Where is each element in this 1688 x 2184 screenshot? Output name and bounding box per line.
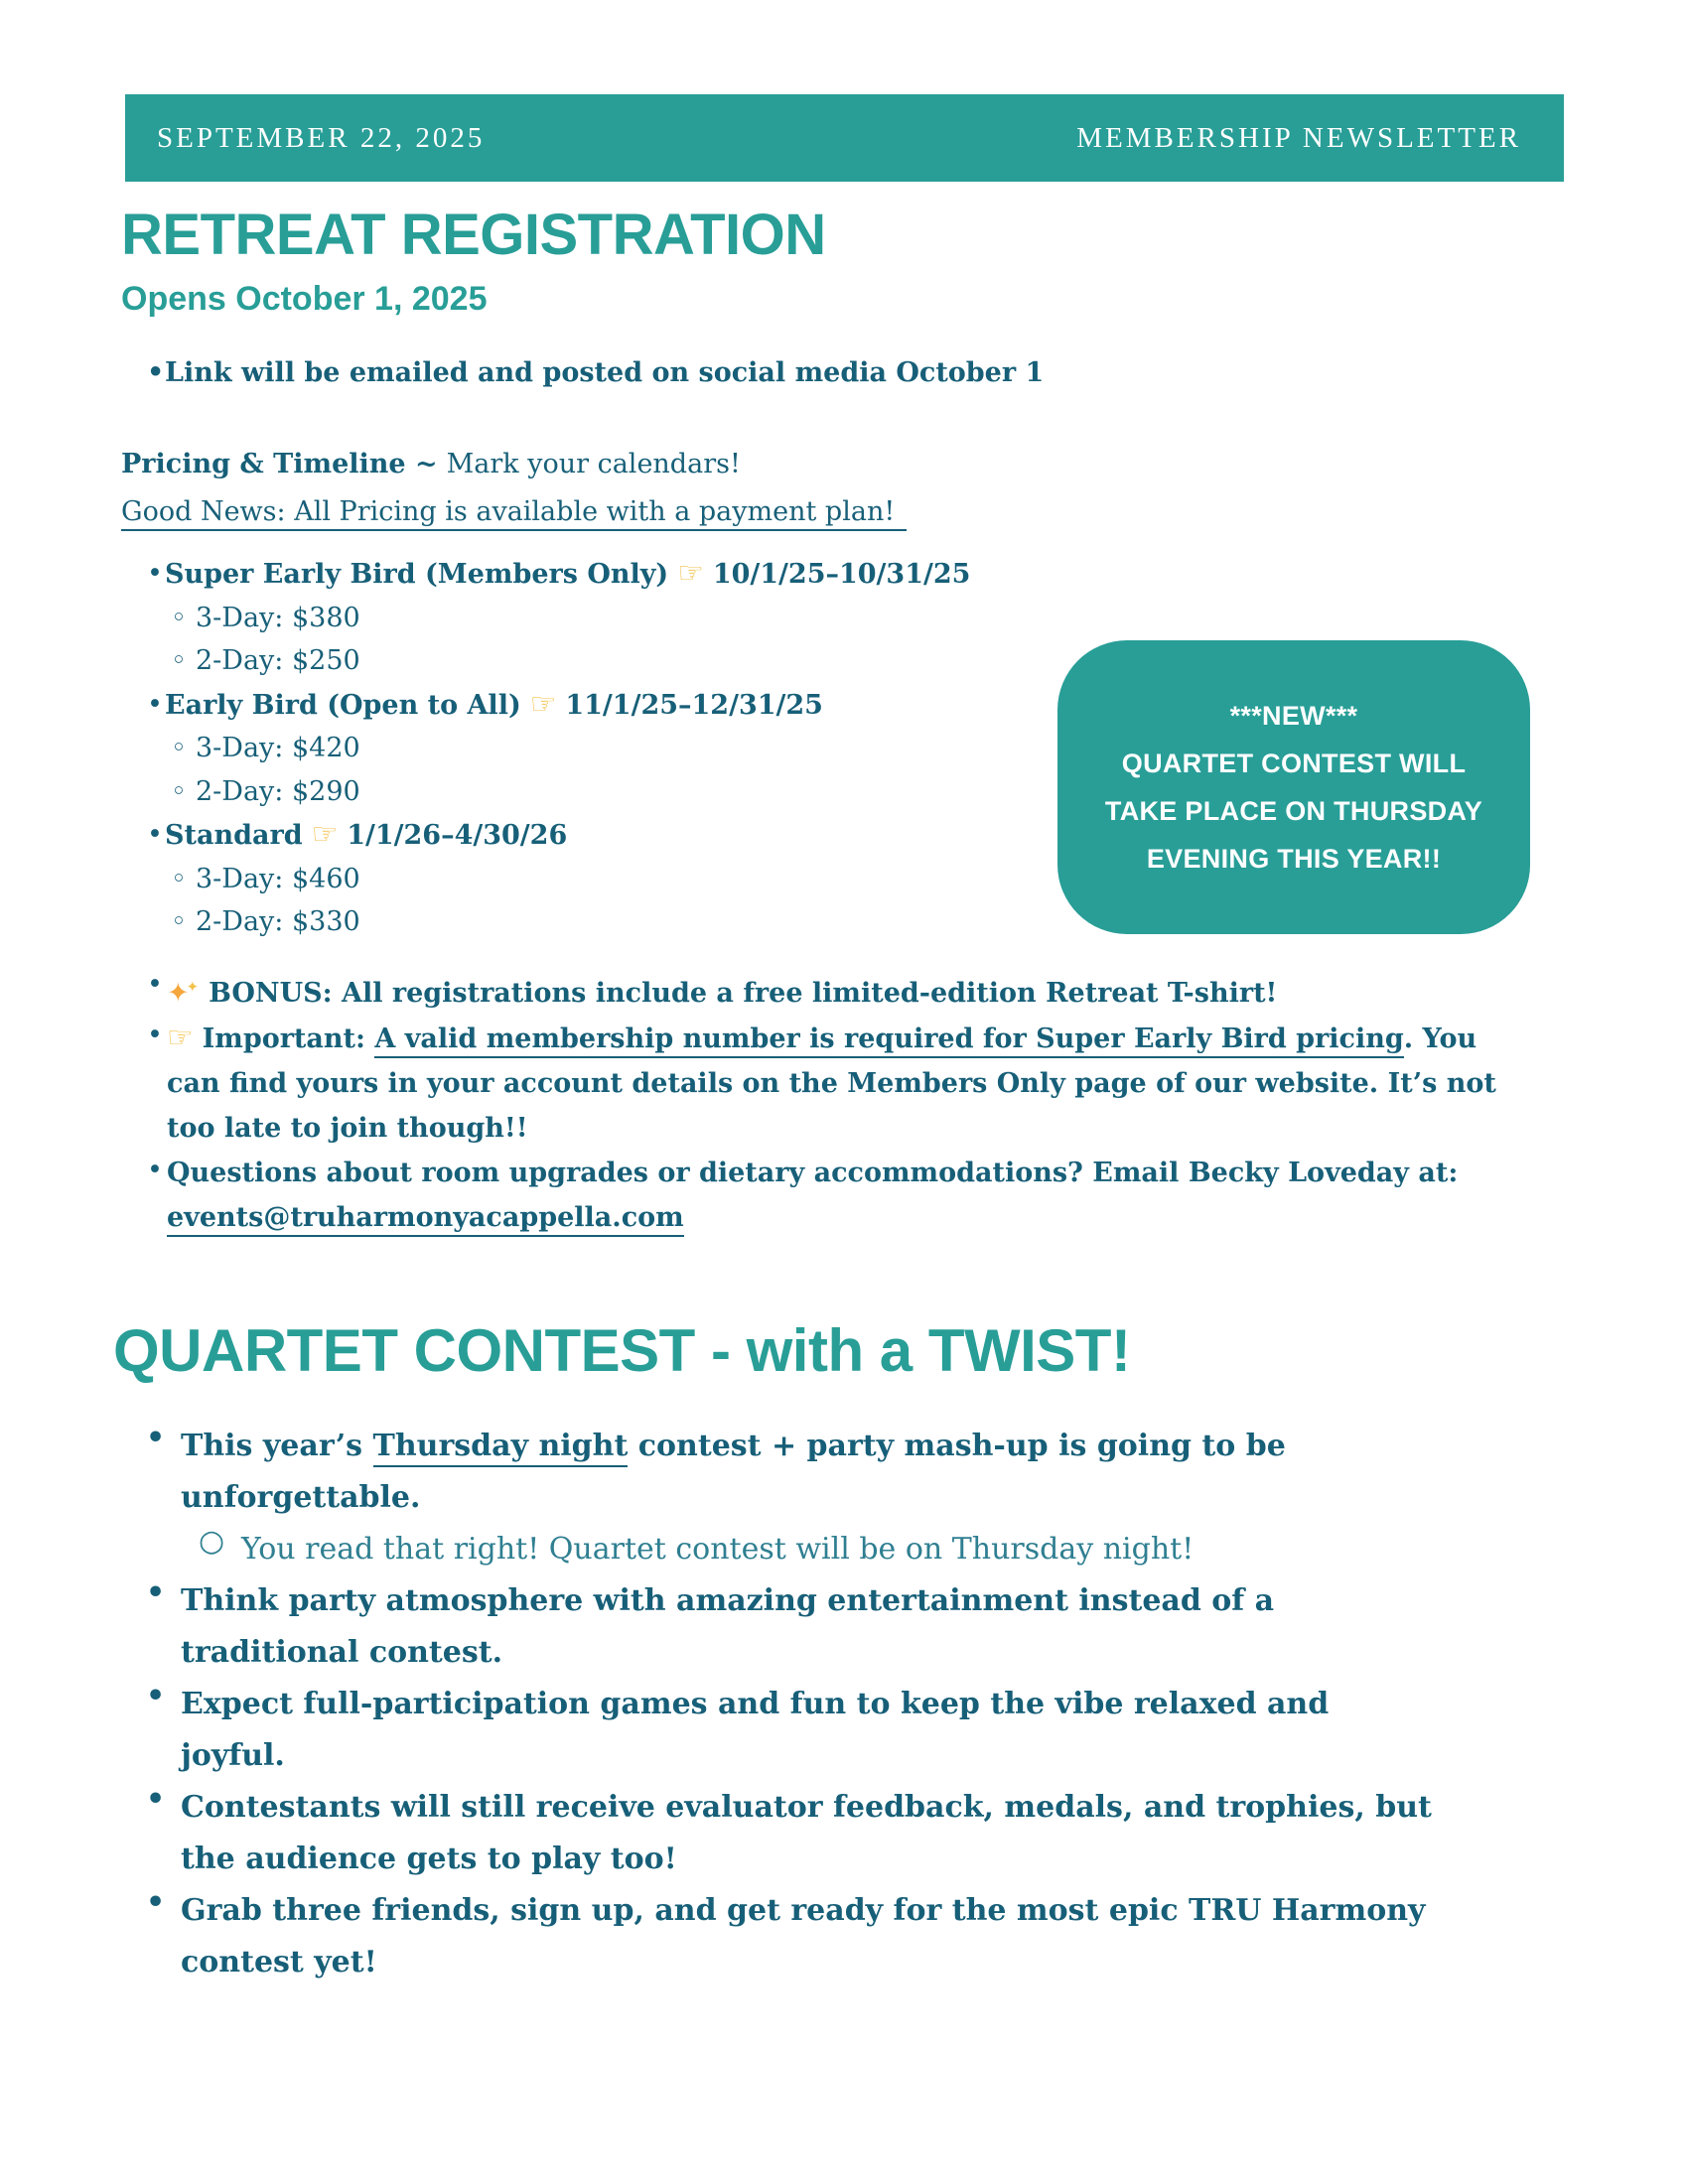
callout-line: QUARTET CONTEST WILL xyxy=(1121,749,1467,778)
thursday-mashup-bullet xyxy=(146,1421,1432,1524)
tier-dates: 1/1/26–4/30/26 xyxy=(347,820,568,851)
tier-option-price: 2-Day: $290 xyxy=(196,775,360,807)
pricing-timeline-label: Pricing & Timeline ~ xyxy=(121,449,438,479)
pricing-tier-list xyxy=(147,552,970,944)
tier-early-bird xyxy=(147,683,970,728)
bullet-dot-icon: • xyxy=(146,1885,166,1920)
important-text: . You xyxy=(1403,1024,1477,1054)
tier-option xyxy=(171,900,970,944)
subbullet-text: You read that right! Quartet contest will be on Thursday night! xyxy=(241,1532,1195,1567)
pricing-timeline-heading xyxy=(121,445,741,484)
tier-option xyxy=(171,597,970,640)
newsletter-top-bar xyxy=(125,94,1564,182)
quartet-contest-heading: QUARTET CONTEST - with a TWIST! xyxy=(113,1317,1131,1384)
issue-date: SEPTEMBER 22, 2025 xyxy=(157,121,486,154)
tier-name: Early Bird (Open to All) xyxy=(165,689,521,721)
bullet-dot-icon: • xyxy=(147,1020,163,1050)
bullet-text-line: joyful. xyxy=(181,1738,285,1773)
registration-link-bullet xyxy=(147,353,1044,393)
bullet-circle-icon: ◦ xyxy=(171,602,187,633)
bullet-dot-icon: • xyxy=(147,357,165,388)
pointing-hand-icon: ☞ xyxy=(529,686,557,722)
bullet-dot-icon: • xyxy=(147,819,163,850)
feedback-medals-bullet xyxy=(146,1782,1432,1885)
membership-number-underlined-text: A valid membership number is required for Super Early Bird pricing xyxy=(374,1024,1403,1058)
games-and-fun-bullet xyxy=(146,1679,1432,1782)
important-text-line: can find yours in your account details on the Members Only page of our website. It’s not xyxy=(167,1068,1496,1099)
bullet-circle-icon: ◦ xyxy=(171,775,187,807)
bullet-text-line: Grab three friends, sign up, and get ready for the most epic TRU Harmony xyxy=(181,1893,1426,1928)
events-email-link[interactable]: events@truharmonyacappella.com xyxy=(167,1202,684,1237)
bullet-text-line: contest yet! xyxy=(181,1945,377,1979)
registration-link-text: Link will be emailed and posted on social media October 1 xyxy=(165,357,1045,388)
quartet-contest-list xyxy=(146,1421,1432,1988)
bullet-text-line: Contestants will still receive evaluator feedback, medals, and trophies, but xyxy=(181,1790,1432,1825)
bullet-dot-icon: • xyxy=(146,1421,166,1455)
tier-option xyxy=(171,727,970,770)
bullet-text-line: traditional contest. xyxy=(181,1635,503,1670)
callout-line: TAKE PLACE ON THURSDAY xyxy=(1104,796,1483,826)
newsletter-title: MEMBERSHIP NEWSLETTER xyxy=(1076,121,1521,154)
bonus-bullet xyxy=(147,965,1537,1016)
bullet-dot-icon: • xyxy=(147,558,163,589)
bullet-text: This year’s xyxy=(181,1429,373,1463)
callout-line: EVENING THIS YEAR!! xyxy=(1146,844,1442,874)
pointing-hand-icon: ☞ xyxy=(167,1021,194,1055)
questions-bullet xyxy=(147,1151,1537,1240)
callout-new-label: ***NEW*** xyxy=(1229,701,1358,731)
registration-notes-list xyxy=(147,965,1537,1240)
payment-plan-note xyxy=(121,492,907,532)
registration-opens-subheading: Opens October 1, 2025 xyxy=(121,280,488,318)
bullet-circle-icon: ◦ xyxy=(171,645,187,676)
tier-option xyxy=(171,639,970,683)
important-bullet xyxy=(147,1016,1537,1151)
tier-standard xyxy=(147,813,970,858)
tier-dates: 10/1/25–10/31/25 xyxy=(712,559,971,590)
pointing-hand-icon: ☞ xyxy=(311,817,339,852)
bullet-text: contest + party mash-up is going to be xyxy=(628,1429,1286,1463)
bullet-dot-icon: • xyxy=(147,1155,163,1185)
mark-calendars-text: Mark your calendars! xyxy=(446,449,741,479)
tier-option-price: 2-Day: $250 xyxy=(196,645,360,676)
bullet-dot-icon: • xyxy=(146,1679,166,1713)
payment-plan-underlined-text: Good News: All Pricing is available with a payment plan! xyxy=(121,496,907,531)
bullet-circle-icon: ◦ xyxy=(171,906,187,937)
bullet-text-line: unforgettable. xyxy=(181,1480,421,1515)
important-text-line: too late to join though!! xyxy=(167,1113,528,1144)
tier-name: Super Early Bird (Members Only) xyxy=(165,559,669,590)
pointing-hand-icon: ☞ xyxy=(677,556,704,591)
tier-option xyxy=(171,770,970,814)
bullet-circle-icon: ◦ xyxy=(171,863,187,894)
tier-option-price: 3-Day: $420 xyxy=(196,733,360,763)
tier-option-price: 3-Day: $380 xyxy=(196,602,360,633)
tier-option-price: 2-Day: $330 xyxy=(196,906,360,937)
questions-text-line: Questions about room upgrades or dietary accommodations? Email Becky Loveday at: xyxy=(167,1158,1459,1188)
tier-option-price: 3-Day: $460 xyxy=(196,863,360,894)
tier-super-early-bird xyxy=(147,552,970,597)
bullet-dot-icon: • xyxy=(147,688,163,720)
bullet-text-line: the audience gets to play too! xyxy=(181,1842,677,1876)
thursday-night-underlined-text: Thursday night xyxy=(373,1429,629,1467)
tier-dates: 11/1/25–12/31/25 xyxy=(565,689,823,721)
bonus-text: BONUS: All registrations include a free limited-edition Retreat T-shirt! xyxy=(209,978,1278,1009)
retreat-registration-heading: RETREAT REGISTRATION xyxy=(121,203,826,267)
quartet-contest-callout xyxy=(1057,640,1530,934)
party-atmosphere-bullet xyxy=(146,1575,1432,1679)
bullet-dot-icon: • xyxy=(146,1575,166,1610)
bullet-circle-icon: ○ xyxy=(199,1524,225,1559)
tier-name: Standard xyxy=(165,820,303,851)
bullet-text-line: Think party atmosphere with amazing entertainment instead of a xyxy=(181,1583,1275,1618)
bullet-dot-icon: • xyxy=(147,969,163,1000)
sparkles-icon: ✦✦ xyxy=(167,978,200,1009)
bullet-text-line: Expect full-participation games and fun to keep the vibe relaxed and xyxy=(181,1687,1330,1721)
bullet-circle-icon: ◦ xyxy=(171,733,187,763)
important-label: Important: xyxy=(202,1024,375,1054)
grab-three-friends-bullet xyxy=(146,1885,1432,1988)
you-read-that-right-subbullet xyxy=(199,1524,1432,1575)
bullet-dot-icon: • xyxy=(146,1782,166,1817)
tier-option xyxy=(171,858,970,901)
